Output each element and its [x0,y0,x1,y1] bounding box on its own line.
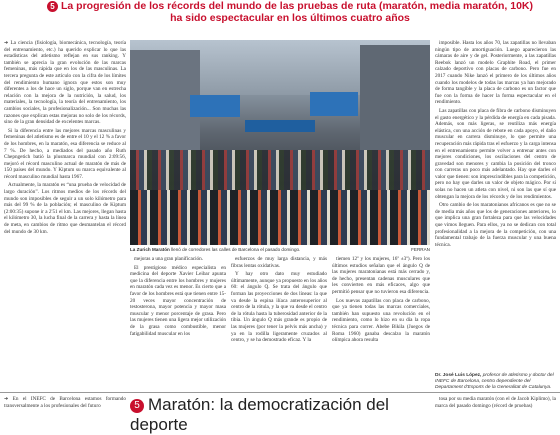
paragraph: Actualmente, la maratón es “una prueba de velocidad de largo duración”. Los ritmos medios de los récords del mundo son imposibles de seguir a un solo kilómetro para más del 99 % de la población; el masculino de Kiptum (2:00:35) supone ir a 2'51 el km. Las mejores, llegan hasta el kilómetro 30, la lucha final de la carrera y hasta la línea de meta, en cambios de ritmo que desmantelan el récord del mundo de 30 km. [4,182,126,235]
paragraph: tosa por su media maratón (con el de Jacob Kiplimo), la marca del pasado domingo (récord de pruebas) [435,396,556,409]
photo-building [360,45,430,160]
next-article-headline [130,395,430,435]
photo-race-banner [190,95,240,117]
marathon-photo [130,40,430,245]
photo-runners-front [130,190,430,245]
section-divider [0,392,560,393]
paragraph: ➜ La ciencia (fisiología, biomecánica, tecnología, teoría del entrenamiento, etc.) ha querido explicar lo que las estadísticas del atletismo reflejan en sus ranking. Y también se aprecia la gran evolución de las marcas femeninas, más rápida que en los de las masculinas. La tercera pregunta de este artículo con la cifra de los límites del rendimiento humano ignora que estos son muy diferentes a los de hace un siglo, porque van en estrecha relación con la mejora de la nutrición, la salud, los materiales, la tecnología, la teoría del entrenamiento, los cambios sociales, la profesionalización... Son muchas las razones que explican estas mejoras no solo de los récords, sino de la gran densidad de excelentes marcas. [4,40,126,126]
photo-caption [130,247,430,253]
next-article-left-column [4,396,126,420]
paragraph: tiemen 12º y los mujeres, 16º ±3º). Pero los últimos estudios señalan que el ángulo Q de las mujeres maratonianas está más cerrado y, de hecho, presentan cadenas musculares que les convierten en más eficaces, algo que permitió pensar que no tuvieron esa diferencia. [332,256,430,295]
paragraph: El prestigioso médico especialista en medicina del deporte Xavier Leibar apunta que la diferencia entre los hombres y mujeres en maratón cada vez es menor. Es cierto que a favor de los hombres está que tienen entre 15-20 veces mayor concentración de testosterona, mayor potencia y mayor masa muscular y menor porcentaje de grasa. Pero las mujeres tienen una ligera mejor utilización de la grasa como combustible, menor fatigabilidad muscular en los [130,264,226,337]
author-name: Dr. José Luis López, [435,373,482,378]
subheadline-number-badge: 5 [130,399,144,413]
photo-credit: FERRAN [411,247,430,252]
caption-label: La Zurich Maratón [130,247,170,252]
article-column-center-2 [231,256,327,390]
paragraph: imposible. Hasta los años 70, las zapatillas no llevaban ningún tipo de amortiguación. Luego aparecieron las cámaras de aire y de gel. Posteriormente, a las zapatillas Reebok lanzó un modelo Graphite Road, el primer calzado deportivo con placas de carbono. Pero fue en 2017 cuando Nike lanzó el primero de los últimos años cuando los modelos de todas las marcas ya han mejorado de forma tangible y la placa de carbono es un factor que fue con la forma de hacer la forma espectacular en el rendimiento. [435,40,556,106]
author-signature [435,373,555,390]
article-column-right [435,40,556,370]
paragraph: esfuerzos de muy larga distancia, y más fibras lentas oxidativas. [231,256,327,269]
paragraph: Las zapatillas con placa de fibra de carbono disminuyen el gasto energético y la pérdida de energía en cada pisada. Además, son más ligeras, se reutiliza más energía elástica, con una acción de rebote en cada apoyo, el daño muscular en carrera disminuye, lo que permite una recuperación más rápida tras el esfuerzo y la carga intensa en el entrenamiento permite volver a entrenar antes con mejores condiciones, los oscilaciones del centro de gravedad son menores y cambia la posición del tronco con carreras un poco más adelantado. Hay que darles el valor que tienen: son imprescindibles para la competición, pero no hay que darles un valor de objeto mágico. Por sí solas no hacen un atleta con nivel, ni son las que sí que obtengan la mejora de los récords y de los rendimientos. [435,107,556,200]
headline-text: La progresión de los récords del mundo de las pruebas de ruta (maratón, media maratón, 10K) ha sido espectacular en los últimos cuatro años [60,0,534,24]
headline-number-badge: 5 [47,1,58,12]
caption-text: llenó de corredores las calles de Barcelona el pasado domingo. [171,247,301,252]
paragraph: Los nuevas zapatillas con placa de carbono, que ya tienen todas las marcas comerciales, también han supuesto una revolución en el rendimiento, como lo hizo en su día la ropa técnica para correr. Abebe Bikila (Juegos de Roma 1960) ganaba descalzo la maratón olímpica ahora resulta [332,297,430,344]
paragraph: Otro cambio de los maratonianos africanos es que no se de media más años que los de generaciones anteriores, lo que implica una gran fortaleza para que las velocidades que vimos lleguen. Para ellos, ya no se dedican con total profesionalidad a la mejora de la competición, con una fundamental trabajo de la fuerza muscular y una buena técnica. [435,202,556,248]
article-column-center-3 [332,256,430,390]
next-article-right-column [435,396,556,420]
paragraph: Y hay otro dato muy estudiado últimamente, aunque ya propuesto en los años 60: el ángulo Q. Se trata del ángulo que forman las proyecciones de dos líneas: la que va desde la espina ilíaca anterosuperior al centro de la rótula, y la que va desde el centro de la rótula hasta la tuberosidad anterior de la tibia. Un ángulo Q más grande es propio de las mujeres (por tener la pelvis más ancha) y ya en la rodilla ligeramente cruzados al centro, y se ha demostrado eficaz. Y la [231,271,327,344]
paragraph: ➜ En el INEFC de Barcelona estamos formando transversalmente a los profesionales del futuro [4,396,126,409]
paragraph: mejoras a una gran planificación. [134,256,203,262]
subheadline-text: Maratón: la democratización del deporte [130,395,389,434]
article-headline [40,0,540,38]
author-bio: profesor de atletismo y doctor del INEFC de Barcelona, centro dependiente del Departament d'Esports de la Generalitat de Catalunya. [435,373,554,390]
article-column-center-1 [130,256,226,390]
article-column-left [4,40,126,390]
photo-race-banner [310,92,358,116]
paragraph: Si la diferencia entre las mejores marcas masculinas y femeninas del atletismo es de entre el 10 y el 12 % a favor de los hombres, en la maratón, esa diferencia se reduce al 7 %. De hecho, a mediados del pasado año Ruth Chepngetich batió la plusmarca mundial con 2:09:56, mejoró el récord masculino actual de maratón de más de 150 países del mundo. Y Kiptum su marca equivalente al récord masculino mundial hasta 1967. [4,127,126,180]
photo-race-banner [245,120,315,132]
